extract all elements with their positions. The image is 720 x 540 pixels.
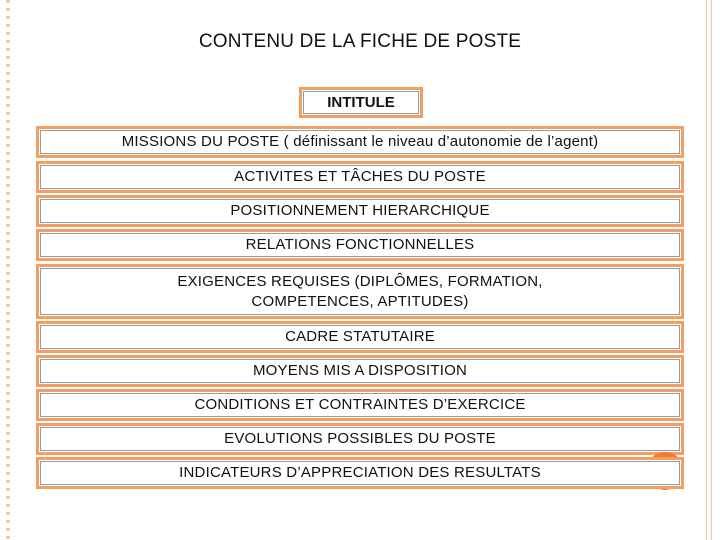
- left-edge-decoration: [6, 0, 10, 540]
- row-moyens: MOYENS MIS A DISPOSITION: [36, 355, 684, 387]
- row-indicateurs: INDICATEURS D’APPRECIATION DES RESULTATS: [36, 457, 684, 489]
- page-title: CONTENU DE LA FICHE DE POSTE: [198, 31, 522, 52]
- row-missions: MISSIONS DU POSTE ( définissant le niveau d’autonomie de l’agent): [36, 126, 684, 158]
- row-cadre: CADRE STATUTAIRE: [36, 321, 684, 353]
- right-edge-decoration: [706, 0, 712, 540]
- row-relations: RELATIONS FONCTIONNELLES: [36, 229, 684, 261]
- intitule-box: INTITULE: [299, 87, 423, 118]
- row-exigences: EXIGENCES REQUISES (DIPLÔMES, FORMATION, COMPETENCES, APTITUDES): [36, 264, 684, 319]
- row-positionnement: POSITIONNEMENT HIERARCHIQUE: [36, 195, 684, 227]
- row-evolutions: EVOLUTIONS POSSIBLES DU POSTE: [36, 423, 684, 455]
- row-activites: ACTIVITES ET TÂCHES DU POSTE: [36, 161, 684, 193]
- row-conditions: CONDITIONS ET CONTRAINTES D’EXERCICE: [36, 389, 684, 421]
